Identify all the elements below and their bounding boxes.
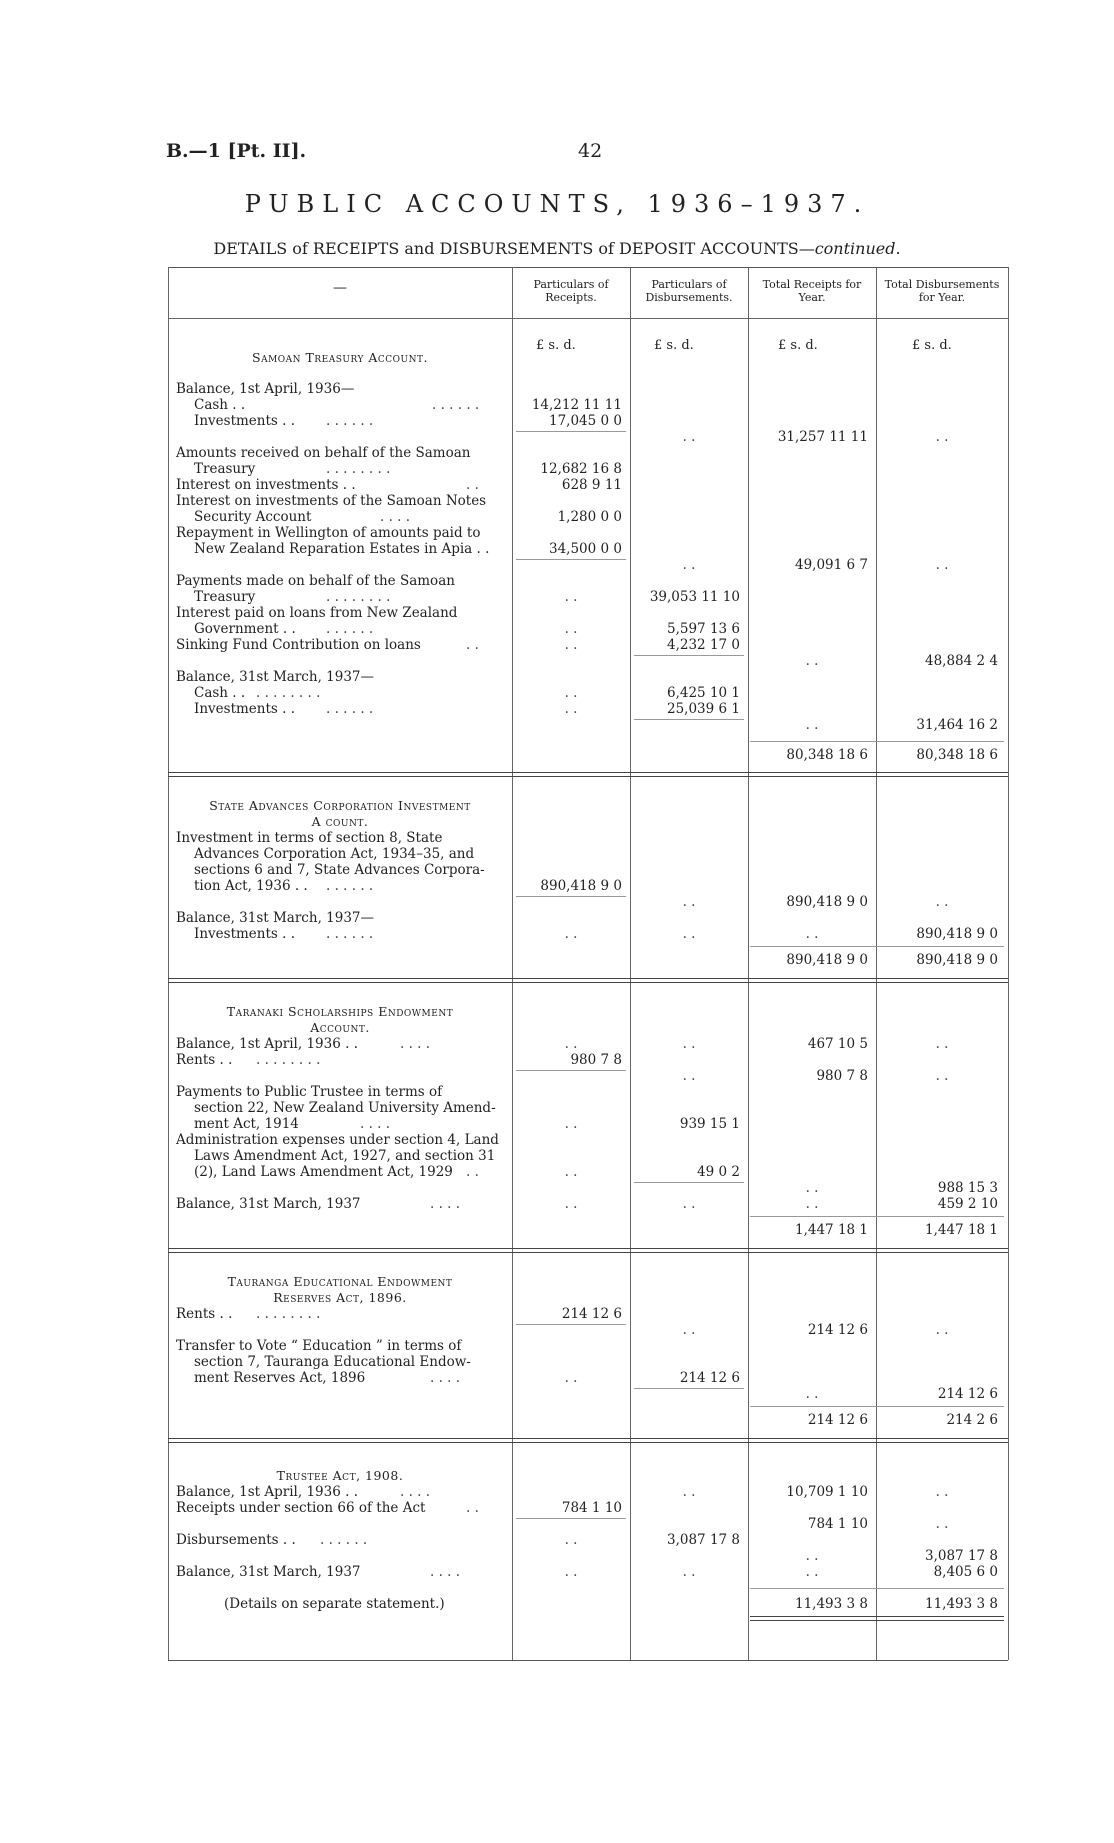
samoan-disbursement-value: 39,053 11 10 [649, 589, 740, 605]
empty-cell-dots: . . [805, 926, 819, 942]
empty-cell-dots: . . [935, 1322, 949, 1338]
empty-cell-dots: . . [682, 1564, 696, 1580]
samoan-receipt-value: 34,500 0 0 [549, 541, 622, 557]
empty-cell-dots: . . [682, 894, 696, 910]
empty-cell-dots: . . [564, 1370, 578, 1386]
samoan-total-receipt: 49,091 6 7 [795, 557, 868, 573]
total-rule [750, 1588, 1004, 1589]
col-divider-3 [748, 267, 749, 1660]
empty-cell-dots: . . [805, 717, 819, 733]
empty-cell-dots: . . [682, 1068, 696, 1084]
state-heading: A count. [311, 814, 369, 829]
empty-cell-dots: . . [805, 1564, 819, 1580]
state-receipt-value: 890,418 9 0 [540, 878, 622, 894]
samoan-disbursement-value: 6,425 10 1 [667, 685, 740, 701]
samoan-line: Amounts received on behalf of the Samoan [176, 445, 471, 461]
trustee-line: Balance, 31st March, 1937 [176, 1564, 361, 1580]
samoan-disbursement-value: 5,597 13 6 [667, 621, 740, 637]
dot-leader: . . [466, 477, 479, 493]
empty-cell-dots: . . [564, 926, 578, 942]
samoan-total-receipt: 31,257 11 11 [777, 429, 868, 445]
empty-cell-dots: . . [805, 1548, 819, 1564]
dot-leader: . . [466, 1500, 479, 1516]
state-heading: State Advances Corporation Investment [209, 798, 471, 813]
samoan-total-disbursement: 31,464 16 2 [916, 717, 998, 733]
taranaki-disbursement-value: 939 15 1 [679, 1116, 740, 1132]
dot-leader: . . . . [400, 1484, 431, 1500]
state-grand-total-receipts: 890,418 9 0 [786, 952, 868, 968]
samoan-receipt-value: 17,045 0 0 [549, 413, 622, 429]
total-rule [750, 946, 1004, 947]
empty-cell-dots: . . [682, 926, 696, 942]
dot-leader: . . . . . . [326, 413, 374, 429]
empty-cell-dots: . . [935, 557, 949, 573]
dot-leader: . . . . . . . . [256, 685, 321, 701]
samoan-line: Balance, 31st March, 1937— [176, 669, 375, 685]
total-disbursements-column-header: Total Disbursements for Year. [884, 278, 1000, 304]
trustee-line: (Details on separate statement.) [224, 1596, 445, 1612]
trustee-line: Disbursements . . [176, 1532, 296, 1548]
col-divider-2 [630, 267, 631, 1660]
dot-leader: . . . . . . [326, 926, 374, 942]
tauranga-line: Transfer to Vote “ Education ” in terms of [176, 1338, 462, 1354]
empty-cell-dots: . . [682, 1484, 696, 1500]
empty-cell-dots: . . [935, 429, 949, 445]
tauranga-total-disbursement: 214 12 6 [937, 1386, 998, 1402]
empty-cell-dots: . . [564, 1196, 578, 1212]
total-rule [750, 741, 1004, 742]
state-line: tion Act, 1936 . . [194, 878, 308, 894]
empty-cell-dots: . . [935, 1036, 949, 1052]
samoan-receipt-value: 14,212 11 11 [531, 397, 622, 413]
samoan-grand-total-receipts: 80,348 18 6 [786, 747, 868, 763]
dot-leader: . . . . . . [326, 621, 374, 637]
taranaki-line: ment Act, 1914 [194, 1116, 299, 1132]
samoan-disbursement-value: 4,232 17 0 [667, 637, 740, 653]
col-divider-4 [876, 267, 877, 1660]
empty-cell-dots: . . [564, 1532, 578, 1548]
trustee-line: Balance, 1st April, 1936 . . [176, 1484, 358, 1500]
page-title: PUBLIC ACCOUNTS, 1936–1937. [244, 190, 870, 218]
dot-leader: . . . . . . [320, 1532, 368, 1548]
subtotal-rule [516, 559, 626, 560]
samoan-line: Cash . . [194, 685, 246, 701]
empty-cell-dots: . . [564, 1116, 578, 1132]
samoan-line: Security Account [194, 509, 312, 525]
section-divider [168, 1438, 1008, 1443]
trustee-line: Receipts under section 66 of the Act [176, 1500, 426, 1516]
samoan-line: Investments . . [194, 413, 295, 429]
trustee-heading: Trustee Act, 1908. [276, 1468, 404, 1483]
samoan-line: Treasury [194, 461, 256, 477]
samoan-line: Cash . . [194, 397, 246, 413]
samoan-line: Balance, 1st April, 1936— [176, 381, 355, 397]
table-top-border [168, 267, 1008, 268]
empty-cell-dots: . . [935, 1516, 949, 1532]
dot-leader: . . . . [430, 1564, 461, 1580]
tauranga-disbursement-value: 214 12 6 [679, 1370, 740, 1386]
col-divider-left [168, 267, 169, 1660]
samoan-line: Sinking Fund Contribution on loans [176, 637, 421, 653]
empty-cell-dots: . . [805, 1180, 819, 1196]
tauranga-heading: Reserves Act, 1896. [273, 1290, 407, 1305]
samoan-heading: Samoan Treasury Account. [252, 350, 428, 365]
empty-cell-dots: . . [805, 1196, 819, 1212]
empty-cell-dots: . . [564, 685, 578, 701]
dot-leader: . . . . [430, 1196, 461, 1212]
empty-cell-dots: . . [564, 701, 578, 717]
section-divider [168, 772, 1008, 777]
document-reference: B.—1 [Pt. II]. [166, 140, 307, 162]
samoan-receipt-value: 12,682 16 8 [540, 461, 622, 477]
samoan-line: New Zealand Reparation Estates in Apia . . [194, 541, 490, 557]
dot-leader: . . . . . . [326, 878, 374, 894]
samoan-line: Interest on investments of the Samoan Notes [176, 493, 487, 509]
samoan-disbursement-value: 25,039 6 1 [667, 701, 740, 717]
taranaki-disbursement-value: 49 0 2 [697, 1164, 740, 1180]
empty-cell-dots: . . [682, 429, 696, 445]
total-receipts-units: £ s. d. [778, 338, 818, 353]
empty-cell-dots: . . [564, 589, 578, 605]
tauranga-line: Rents . . [176, 1306, 233, 1322]
total-rule [750, 1216, 1004, 1217]
subtotal-rule [516, 896, 626, 897]
empty-cell-dots: . . [564, 637, 578, 653]
total-receipts-column-header: Total Receipts for Year. [762, 278, 862, 304]
taranaki-line: Laws Amendment Act, 1927, and section 31 [194, 1148, 496, 1164]
page-number: 42 [578, 140, 603, 162]
receipts-units: £ s. d. [536, 338, 576, 353]
taranaki-line: section 22, New Zealand University Amend- [194, 1100, 496, 1116]
trustee-total-disbursement: 3,087 17 8 [925, 1548, 998, 1564]
dot-leader: . . [466, 637, 479, 653]
dot-leader: . . . . . . . . [256, 1052, 321, 1068]
receipts-column-header: Particulars of Receipts. [533, 278, 609, 304]
section-divider [168, 978, 1008, 983]
taranaki-total-receipt: 467 10 5 [807, 1036, 868, 1052]
taranaki-line: Rents . . [176, 1052, 233, 1068]
empty-cell-dots: . . [682, 1196, 696, 1212]
taranaki-line: Balance, 1st April, 1936 . . [176, 1036, 358, 1052]
trustee-grand-total-receipts: 11,493 3 8 [795, 1596, 868, 1612]
empty-cell-dots: . . [805, 653, 819, 669]
subtotal-rule [516, 1324, 626, 1325]
state-grand-total-disbursements: 890,418 9 0 [916, 952, 998, 968]
taranaki-receipt-value: 980 7 8 [570, 1052, 622, 1068]
dot-leader: . . . . [400, 1036, 431, 1052]
empty-cell-dots: . . [564, 1564, 578, 1580]
samoan-grand-total-disbursements: 80,348 18 6 [916, 747, 998, 763]
empty-cell-dots: . . [682, 1322, 696, 1338]
trustee-receipt-value: 784 1 10 [561, 1500, 622, 1516]
trustee-disbursement-value: 3,087 17 8 [667, 1532, 740, 1548]
empty-cell-dots: . . [805, 1386, 819, 1402]
taranaki-line: Payments to Public Trustee in terms of [176, 1084, 443, 1100]
subtotal-rule [516, 431, 626, 432]
dot-leader: . . [466, 1164, 479, 1180]
table-bottom-border [168, 1660, 1008, 1661]
tauranga-grand-total-disbursements: 214 2 6 [946, 1412, 998, 1428]
grand-total-double-rule [750, 1616, 1004, 1621]
samoan-line: Interest paid on loans from New Zealand [176, 605, 458, 621]
taranaki-total-disbursement: 459 2 10 [937, 1196, 998, 1212]
subtotal-rule [634, 1388, 744, 1389]
dot-leader: . . . . . . . . [256, 1306, 321, 1322]
taranaki-line: Balance, 31st March, 1937 [176, 1196, 361, 1212]
taranaki-total-receipt: 980 7 8 [816, 1068, 868, 1084]
samoan-line: Treasury [194, 589, 256, 605]
subtotal-rule [634, 655, 744, 656]
state-line: Advances Corporation Act, 1934–35, and [194, 846, 475, 862]
samoan-total-disbursement: 48,884 2 4 [925, 653, 998, 669]
tauranga-line: ment Reserves Act, 1896 [194, 1370, 366, 1386]
subtotal-rule [516, 1070, 626, 1071]
samoan-line: Interest on investments . . [176, 477, 356, 493]
subtotal-rule [634, 719, 744, 720]
dot-leader: . . . . . . . . [326, 589, 391, 605]
samoan-receipt-value: 628 9 11 [561, 477, 622, 493]
samoan-receipt-value: 1,280 0 0 [557, 509, 622, 525]
empty-cell-dots: . . [564, 1164, 578, 1180]
disbursements-units: £ s. d. [654, 338, 694, 353]
tauranga-heading: Tauranga Educational Endowment [227, 1274, 453, 1289]
tauranga-line: section 7, Tauranga Educational Endow- [194, 1354, 471, 1370]
taranaki-line: Administration expenses under section 4, Land [176, 1132, 499, 1148]
dot-leader: . . . . [430, 1370, 461, 1386]
subtitle-main: DETAILS of RECEIPTS and DISBURSEMENTS of DEPOSIT ACCOUNTS— [213, 239, 815, 258]
total-rule [750, 1406, 1004, 1407]
dot-leader: . . . . . . [432, 397, 480, 413]
tauranga-receipt-value: 214 12 6 [561, 1306, 622, 1322]
col-divider-right [1008, 267, 1009, 1660]
section-divider [168, 1248, 1008, 1253]
state-line: Balance, 31st March, 1937— [176, 910, 375, 926]
taranaki-total-disbursement: 988 15 3 [937, 1180, 998, 1196]
state-total-receipt: 890,418 9 0 [786, 894, 868, 910]
samoan-line: Investments . . [194, 701, 295, 717]
samoan-line: Payments made on behalf of the Samoan [176, 573, 455, 589]
subtotal-rule [516, 1518, 626, 1519]
header-rule [168, 318, 1008, 319]
state-total-disbursement: 890,418 9 0 [916, 926, 998, 942]
dot-leader: . . . . [360, 1116, 391, 1132]
taranaki-heading: Account. [310, 1020, 370, 1035]
state-line: sections 6 and 7, State Advances Corpora- [194, 862, 485, 878]
tauranga-grand-total-receipts: 214 12 6 [807, 1412, 868, 1428]
state-line: Investments . . [194, 926, 295, 942]
trustee-total-receipt: 10,709 1 10 [786, 1484, 868, 1500]
taranaki-line: (2), Land Laws Amendment Act, 1929 [194, 1164, 453, 1180]
taranaki-grand-total-receipts: 1,447 18 1 [795, 1222, 868, 1238]
taranaki-grand-total-disbursements: 1,447 18 1 [925, 1222, 998, 1238]
trustee-total-disbursement: 8,405 6 0 [933, 1564, 998, 1580]
col-divider-1 [512, 267, 513, 1660]
empty-cell-dots: . . [682, 557, 696, 573]
taranaki-heading: Taranaki Scholarships Endowment [226, 1004, 454, 1019]
state-line: Investment in terms of section 8, State [176, 830, 443, 846]
trustee-grand-total-disbursements: 11,493 3 8 [925, 1596, 998, 1612]
tauranga-total-receipt: 214 12 6 [807, 1322, 868, 1338]
subtotal-rule [634, 1182, 744, 1183]
samoan-line: Government . . [194, 621, 296, 637]
empty-cell-dots: . . [935, 1068, 949, 1084]
empty-cell-dots: . . [935, 1484, 949, 1500]
dot-leader: . . . . . . . . [326, 461, 391, 477]
empty-cell-dots: . . [682, 1036, 696, 1052]
total-disbursements-units: £ s. d. [912, 338, 952, 353]
dot-leader: . . . . [380, 509, 411, 525]
empty-cell-dots: . . [564, 621, 578, 637]
empty-cell-dots: . . [564, 1036, 578, 1052]
dot-leader: . . . . . . [326, 701, 374, 717]
disbursements-column-header: Particulars of Disbursements. [645, 278, 733, 304]
empty-cell-dots: . . [935, 894, 949, 910]
trustee-total-receipt: 784 1 10 [807, 1516, 868, 1532]
subtitle-continued: continued. [814, 239, 901, 258]
description-column-header: — [333, 280, 347, 296]
samoan-line: Repayment in Wellington of amounts paid to [176, 525, 481, 541]
page-subtitle [0, 239, 1114, 258]
